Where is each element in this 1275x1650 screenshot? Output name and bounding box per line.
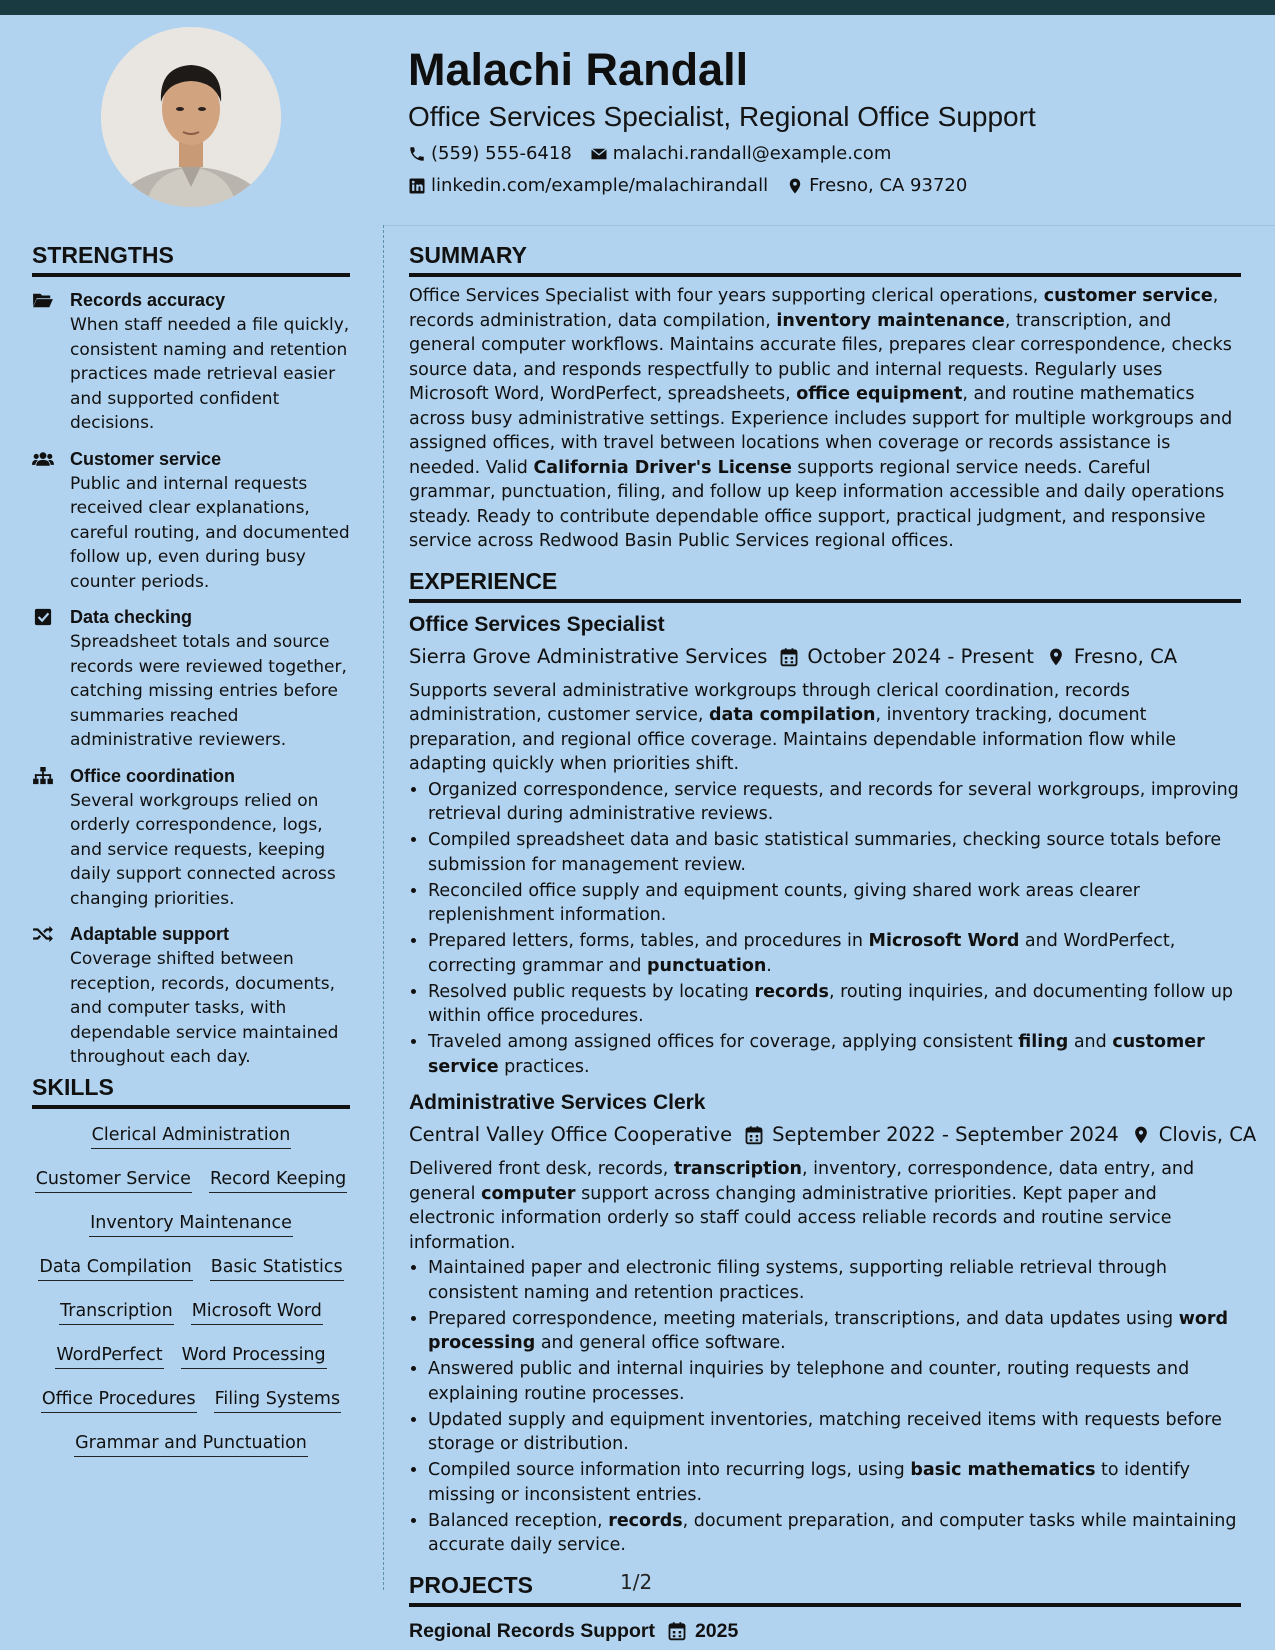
folder-open-icon <box>32 288 70 436</box>
checkbox-icon <box>32 605 70 753</box>
skill-tag: WordPerfect <box>55 1342 163 1369</box>
strength-title: Customer service <box>70 448 222 469</box>
job-location-text: Clovis, CA <box>1158 1123 1257 1146</box>
shuffle-icon <box>32 922 70 1070</box>
summary-text: Office Services Specialist with four years supporting clerical operations, customer service, records administration, data compilation, inventory maintenance, transcription, and general computer workflows. Maintains accurate files, prepares clear correspondence, checks source data, and responds respectfully to public and internal requests. Regularly uses Microsoft Word, WordPerfect, spreadsheets, office equipment, and routine mathematics across busy administrative settings. Experience includes support for multiple workgroups and assigned offices, with travel between locations when coverage or records assistance is needed. Valid California Driver's License supports regional service needs. Careful grammar, punctuation, filing, and follow up keep information accessible and daily operations steady. Ready to contribute dependable office support, practical judgment, and responsive service across Redwood Basin Public Services regional offices. <box>409 286 1233 551</box>
resume-header <box>408 40 1248 202</box>
projects-heading: PROJECTS <box>409 1568 1241 1607</box>
header-divider <box>383 225 1275 226</box>
job-dates-text: October 2024 - Present <box>807 644 1034 668</box>
skill-tag: Basic Statistics <box>210 1254 344 1281</box>
skill-tag: Customer Service <box>35 1166 192 1193</box>
strength-item <box>32 922 350 1070</box>
sitemap-icon <box>32 764 70 912</box>
strength-desc: Spreadsheet totals and source records were reviewed together, catching missing entries before summaries reached administrative reviewers. <box>70 632 347 750</box>
email-text: malachi.randall@example.com <box>612 143 892 164</box>
strength-item <box>32 447 350 595</box>
strength-title: Office coordination <box>70 765 236 786</box>
location-contact <box>786 170 967 202</box>
job-location <box>1131 1119 1256 1151</box>
job-company: Central Valley Office Cooperative <box>409 1123 733 1146</box>
skill-tag: Office Procedures <box>41 1386 197 1413</box>
job-description: Supports several administrative workgroups through clerical coordination, records administration, customer service, data compilation, inventory tracking, document preparation, and regional office coverage. Maintains dependable information flow while adapting quickly when priorities shift. <box>409 680 1177 774</box>
project-title: Regional Records Support <box>409 1619 655 1642</box>
bullet-item: • Compiled source information into recurring logs, using basic mathematics to identify missing or inconsistent entries. <box>428 1458 1241 1507</box>
envelope-icon <box>590 145 608 163</box>
portrait-image <box>101 27 281 207</box>
bullet-item: • Answered public and internal inquiries by telephone and counter, routing requests and explaining routine processes. <box>428 1357 1241 1406</box>
bullet-item: • Reconciled office supply and equipment counts, giving shared work areas clearer replenishment information. <box>428 879 1241 928</box>
column-divider <box>383 225 384 1590</box>
linkedin-icon <box>408 177 426 195</box>
job-bullets <box>409 778 1241 1080</box>
top-accent-bar <box>0 0 1275 15</box>
strength-desc: Several workgroups relied on orderly correspondence, logs, and service requests, keeping daily support connected across changing priorities. <box>70 790 336 909</box>
strengths-heading: STRENGTHS <box>32 238 350 277</box>
experience-heading: EXPERIENCE <box>409 564 1241 603</box>
bullet-item: • Resolved public requests by locating records, routing inquiries, and documenting follow up within office procedures. <box>428 980 1241 1029</box>
job-title: Office Services Specialist <box>409 612 665 636</box>
job-location <box>1046 641 1177 673</box>
job-entry <box>409 1088 1257 1558</box>
strength-title: Records accuracy <box>70 290 226 310</box>
job-entry <box>409 610 1241 1080</box>
candidate-name: Malachi Randall <box>408 44 749 95</box>
bullet-item: • Prepared letters, forms, tables, and procedures in Microsoft Word and WordPerfect, correcting grammar and punctuation. <box>428 929 1241 978</box>
job-bullets <box>409 1256 1241 1558</box>
bullet-item: • Traveled among assigned offices for coverage, applying consistent filing and customer service practices. <box>428 1030 1241 1079</box>
phone-icon <box>408 145 426 163</box>
map-pin-icon <box>786 177 804 195</box>
users-icon <box>32 447 70 595</box>
job-dates <box>779 641 1033 673</box>
linkedin-text: linkedin.com/example/malachirandall <box>431 175 769 196</box>
strength-desc: Public and internal requests received clear explanations, careful routing, and documented follow up, even during busy counter periods. <box>70 473 350 592</box>
profile-photo <box>101 27 281 207</box>
contact-row-1 <box>408 138 1248 170</box>
job-title: Administrative Services Clerk <box>409 1091 706 1114</box>
bullet-item: • Organized correspondence, service requests, and records for several workgroups, improving retrieval during administrative reviews. <box>428 778 1241 827</box>
job-description: Delivered front desk, records, transcription, inventory, correspondence, data entry, and general computer support across changing administrative priorities. Kept paper and electronic information orderly so staff could access reliable records and routine service information. <box>409 1159 1195 1253</box>
skill-tag: Record Keeping <box>209 1166 347 1193</box>
skill-tag: Clerical Administration <box>91 1122 292 1149</box>
location-text: Fresno, CA 93720 <box>809 175 968 196</box>
skill-tag: Transcription <box>59 1298 174 1325</box>
calendar-icon <box>779 647 799 667</box>
contact-row-2 <box>408 170 1248 202</box>
candidate-title: Office Services Specialist, Regional Office Support <box>408 101 1036 132</box>
right-column <box>409 238 1257 1646</box>
map-pin-icon <box>1046 647 1066 667</box>
skill-tag: Filing Systems <box>214 1386 342 1413</box>
skill-tag: Word Processing <box>181 1342 327 1369</box>
job-company: Sierra Grove Administrative Services <box>409 644 768 668</box>
strength-title: Data checking <box>70 607 193 627</box>
project-entry <box>409 1616 1241 1646</box>
strengths-list <box>32 288 350 1070</box>
strength-item <box>32 764 350 912</box>
linkedin-contact[interactable] <box>408 170 768 202</box>
job-dates-text: September 2022 - September 2024 <box>772 1123 1119 1146</box>
bullet-item: • Updated supply and equipment inventories, matching received items with requests before storage or distribution. <box>428 1408 1241 1457</box>
job-location-text: Fresno, CA <box>1073 644 1178 668</box>
bullet-item: • Maintained paper and electronic filing systems, supporting reliable retrieval through consistent naming and retention practices. <box>428 1256 1241 1305</box>
calendar-icon <box>744 1125 764 1145</box>
strength-item <box>32 605 350 753</box>
job-dates <box>744 1119 1119 1151</box>
phone-text: (559) 555-6418 <box>431 143 572 164</box>
job-meta <box>409 641 1241 673</box>
email-contact[interactable] <box>590 138 892 170</box>
calendar-icon <box>667 1621 687 1641</box>
bullet-item: • Prepared correspondence, meeting materials, transcriptions, and data updates using word processing and general office software. <box>428 1307 1241 1356</box>
skills-list <box>32 1115 350 1467</box>
phone-contact[interactable] <box>408 138 572 170</box>
map-pin-icon <box>1131 1125 1151 1145</box>
skill-tag: Microsoft Word <box>191 1298 323 1325</box>
job-meta <box>409 1119 1257 1151</box>
skills-heading: SKILLS <box>32 1070 350 1109</box>
bullet-item: • Balanced reception, records, document preparation, and computer tasks while maintaining accurate daily service. <box>428 1509 1241 1558</box>
strength-item <box>32 288 350 436</box>
bullet-item: • Compiled spreadsheet data and basic statistical summaries, checking source totals before submission for management review. <box>428 828 1241 877</box>
strength-title: Adaptable support <box>70 924 230 944</box>
strength-desc: Coverage shifted between reception, records, documents, and computer tasks, with dependable service maintained throughout each day. <box>70 949 339 1067</box>
skill-tag: Data Compilation <box>38 1254 192 1281</box>
left-column <box>32 238 350 1467</box>
summary-heading: SUMMARY <box>409 238 1241 277</box>
page-number: 1/2 <box>620 1570 653 1594</box>
project-date: 2025 <box>694 1619 739 1642</box>
strength-desc: When staff needed a file quickly, consistent naming and retention practices made retrieval easier and supported confident decisions. <box>70 315 350 433</box>
skill-tag: Inventory Maintenance <box>89 1210 293 1237</box>
skill-tag: Grammar and Punctuation <box>74 1430 308 1457</box>
